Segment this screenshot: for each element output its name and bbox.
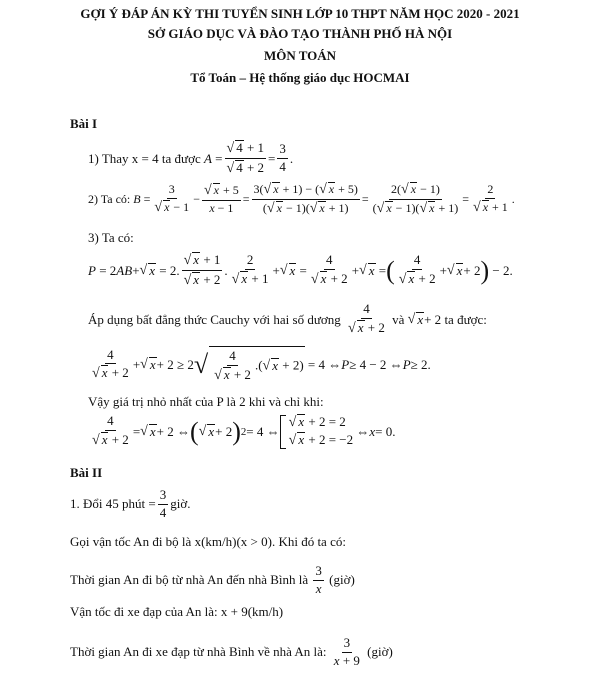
bai1-equality-case: $\frac{4}{√ x + 2}$ = √ x + 2 ⇔ ( √ x + 2 ) 2 = 4 ⇔ √ x + 2 = 2 √ x + 2 = −2 ⇔ x = 0.	[92, 413, 396, 449]
bai1-cauchy: Áp dụng bất đẳng thức Cauchy với hai số dương $\frac{4}{√ x + 2}$ và √ x + 2 ta được:	[88, 301, 487, 336]
bai2-line3: Thời gian An đi bộ từ nhà An đến nhà Bình là $\frac{3}{x}$ (giờ)	[70, 563, 355, 596]
bai2-l5-unit: (giờ)	[367, 644, 393, 660]
doc-subject: MÔN TOÁN	[263, 48, 337, 63]
bai2-line4: Vận tốc đi xe đạp của An là: x + 9(km/h)	[70, 604, 284, 619]
bai1-q1: 1) Thay x = 4 ta được A = $\frac{√ 4 + 1}{√ 4 + 2}$ = $\frac{3}{4}$ .	[88, 140, 294, 177]
bai1-cauchy-text: Áp dụng bất đẳng thức Cauchy với hai số dương	[88, 311, 341, 327]
bai1-q2-text: 2) Ta có:	[88, 192, 131, 207]
bai2-line2: Gọi vận tốc An đi bộ là x(km/h)(x > 0). Khi đó ta có:	[70, 534, 346, 549]
bai1-inequality: $\frac{4}{√ x + 2}$ + √ x + 2 ≥ 2 √ $\frac{4}{√ x + 2}$ .(√ x + 2) = 4 ⇔ P ≥ 4 − 2 ⇔ P ≥ 2.	[92, 346, 431, 383]
section-title-bai1: Bài I	[70, 116, 98, 131]
bai1-q1-text: 1) Thay x = 4 ta được	[88, 150, 201, 166]
bai1-conclusion-text: Vậy giá trị nhỏ nhất của P là 2 khi và chỉ khi:	[88, 394, 324, 409]
bai2-l1-text: 1. Đổi 45 phút =	[70, 496, 156, 512]
bai2-line5: Thời gian An đi xe đạp từ nhà Bình về nhà An là: $\frac{3}{x + 9}$ (giờ)	[70, 635, 393, 668]
bai1-cauchy-and: và	[392, 311, 405, 327]
doc-title-line1: GỢI Ý ĐÁP ÁN KỲ THI TUYỂN SINH LỚP 10 THPT NĂM HỌC 2020 - 2021	[80, 6, 520, 21]
bai2-l1-unit: giờ.	[170, 496, 191, 512]
bai1-q2: 2) Ta có: B = $\frac{3}{√ x - 1}$ − $\frac{√ x + 5}{x - 1}$ = $\frac{3(√ x + 1) - (√ x + 5)}{(√ x - 1)(√ x + 1)}$ = $\frac{2(√ x - 1)}{(√ x - 1)(√ x + 1)}$ = $\frac{2}{√ x + 1}$ .	[88, 182, 515, 217]
bai2-line1: 1. Đổi 45 phút = $\frac{3}{4}$ giờ.	[70, 487, 191, 520]
bai1-q3-text: 3) Ta có:	[88, 230, 134, 245]
section-title-bai2: Bài II	[70, 465, 103, 480]
bai2-l5-text: Thời gian An đi xe đạp từ nhà Bình về nhà An là:	[70, 644, 327, 660]
bai2-l3-unit: (giờ)	[329, 572, 355, 588]
bai1-cauchy-tail: ta được:	[444, 311, 487, 327]
bai2-l3-text: Thời gian An đi bộ từ nhà An đến nhà Bình là	[70, 572, 309, 588]
doc-title-line2: SỞ GIÁO DỤC VÀ ĐÀO TẠO THÀNH PHỐ HÀ NỘI	[147, 26, 453, 41]
bai1-q3-expansion: P = 2 AB + √ x = 2. $\frac{√ x + 1}{√ x + 2}$ . $\frac{2}{√ x + 1}$ + √ x = $\frac{4}{√ x + 2}$ + √ x = ( $\frac{4}{√ x + 2}$ + √ x + 2 ) − 2.	[88, 252, 513, 289]
doc-author: Tổ Toán – Hệ thống giáo dục HOCMAI	[190, 70, 410, 85]
